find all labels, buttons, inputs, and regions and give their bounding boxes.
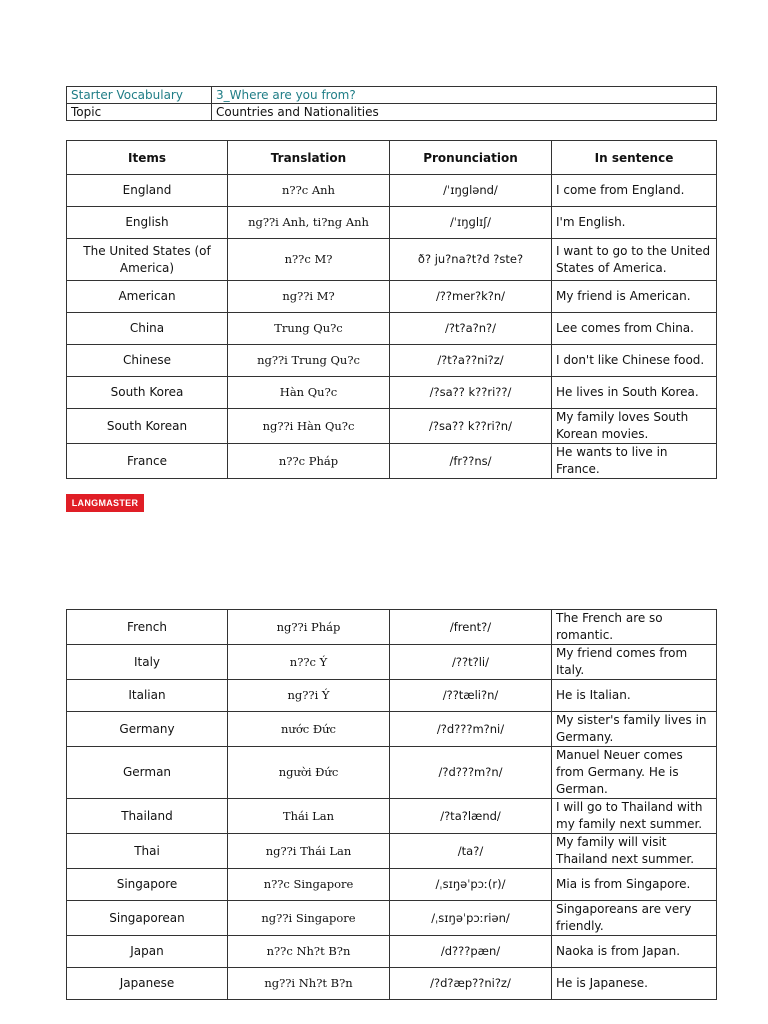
cell-item: French: [67, 610, 228, 645]
table-row: [67, 239, 717, 281]
cell-sentence: I come from England.: [552, 175, 717, 207]
cell-item: Germany: [67, 712, 228, 747]
cell-translation: n??c Pháp: [228, 444, 390, 479]
cell-translation: Trung Qu?c: [228, 313, 390, 345]
cell-translation: n??c Anh: [228, 175, 390, 207]
cell-translation: ng??i Anh, ti?ng Anh: [228, 207, 390, 239]
cell-item: Singapore: [67, 869, 228, 901]
cell-pronunciation: /?sa?? k??ri??/: [390, 377, 552, 409]
table-row: [67, 313, 717, 345]
cell-sentence: He lives in South Korea.: [552, 377, 717, 409]
cell-item: Thai: [67, 834, 228, 869]
table-row: [67, 712, 717, 747]
cell-item: English: [67, 207, 228, 239]
cell-translation: n??c M?: [228, 239, 390, 281]
topic-label: Topic: [67, 104, 212, 121]
column-header-items: Items: [67, 141, 228, 175]
cell-sentence: I don't like Chinese food.: [552, 345, 717, 377]
cell-sentence: My family loves South Korean movies.: [552, 409, 717, 444]
cell-item: South Korea: [67, 377, 228, 409]
table-header-row: [67, 141, 717, 175]
header-table: [66, 86, 717, 121]
cell-sentence: I'm English.: [552, 207, 717, 239]
cell-item: German: [67, 747, 228, 799]
cell-sentence: Naoka is from Japan.: [552, 936, 717, 968]
cell-translation: ng??i Pháp: [228, 610, 390, 645]
cell-sentence: Mia is from Singapore.: [552, 869, 717, 901]
cell-translation: nước Đức: [228, 712, 390, 747]
table-row: [67, 377, 717, 409]
cell-translation: ng??i Thái Lan: [228, 834, 390, 869]
cell-pronunciation: /d???pæn/: [390, 936, 552, 968]
cell-pronunciation: /??tæli?n/: [390, 680, 552, 712]
cell-pronunciation: /?d???m?n/: [390, 747, 552, 799]
header-row-starter: [67, 87, 717, 104]
cell-item: Italian: [67, 680, 228, 712]
cell-item: Japanese: [67, 968, 228, 1000]
cell-sentence: He is Japanese.: [552, 968, 717, 1000]
cell-sentence: Singaporeans are very friendly.: [552, 901, 717, 936]
column-header-in-sentence: In sentence: [552, 141, 717, 175]
cell-sentence: He is Italian.: [552, 680, 717, 712]
table1-body: [67, 175, 717, 479]
cell-pronunciation: /?d?æp??ni?z/: [390, 968, 552, 1000]
cell-translation: người Đức: [228, 747, 390, 799]
cell-pronunciation: /??mer?k?n/: [390, 281, 552, 313]
langmaster-logo: LANGMASTER: [66, 494, 144, 512]
cell-pronunciation: /frent?/: [390, 610, 552, 645]
cell-pronunciation: /fr??ns/: [390, 444, 552, 479]
table-row: [67, 680, 717, 712]
cell-sentence: My family will visit Thailand next summer.: [552, 834, 717, 869]
cell-translation: ng??i Trung Qu?c: [228, 345, 390, 377]
cell-translation: ng??i Ý: [228, 680, 390, 712]
column-header-pronunciation: Pronunciation: [390, 141, 552, 175]
vocabulary-table-2: [66, 609, 717, 1000]
cell-sentence: He wants to live in France.: [552, 444, 717, 479]
vocabulary-table-1: [66, 140, 717, 479]
cell-item: Thailand: [67, 799, 228, 834]
table-row: [67, 444, 717, 479]
cell-translation: ng??i Nh?t B?n: [228, 968, 390, 1000]
cell-item: China: [67, 313, 228, 345]
table2-body: [67, 610, 717, 1000]
table-row: [67, 901, 717, 936]
cell-pronunciation: /?t?a??ni?z/: [390, 345, 552, 377]
cell-item: Japan: [67, 936, 228, 968]
lesson-title: 3_Where are you from?: [212, 87, 717, 104]
cell-item: England: [67, 175, 228, 207]
cell-sentence: Manuel Neuer comes from Germany. He is German.: [552, 747, 717, 799]
cell-item: Italy: [67, 645, 228, 680]
table-row: [67, 968, 717, 1000]
topic-value: Countries and Nationalities: [212, 104, 717, 121]
cell-sentence: My friend comes from Italy.: [552, 645, 717, 680]
table-row: [67, 345, 717, 377]
column-header-translation: Translation: [228, 141, 390, 175]
cell-sentence: Lee comes from China.: [552, 313, 717, 345]
cell-translation: n??c Ý: [228, 645, 390, 680]
table-row: [67, 869, 717, 901]
cell-item: South Korean: [67, 409, 228, 444]
cell-item: France: [67, 444, 228, 479]
starter-vocabulary-label: Starter Vocabulary: [67, 87, 212, 104]
cell-item: Singaporean: [67, 901, 228, 936]
cell-sentence: My friend is American.: [552, 281, 717, 313]
cell-translation: Thái Lan: [228, 799, 390, 834]
header-row-topic: [67, 104, 717, 121]
table-row: [67, 175, 717, 207]
table-row: [67, 610, 717, 645]
cell-pronunciation: /ta?/: [390, 834, 552, 869]
table-row: [67, 799, 717, 834]
table-row: [67, 409, 717, 444]
cell-sentence: I want to go to the United States of America.: [552, 239, 717, 281]
cell-item: American: [67, 281, 228, 313]
cell-translation: n??c Singapore: [228, 869, 390, 901]
cell-pronunciation: /?sa?? k??ri?n/: [390, 409, 552, 444]
table-row: [67, 747, 717, 799]
cell-pronunciation: /ˌsɪŋəˈpɔː(r)/: [390, 869, 552, 901]
table-row: [67, 936, 717, 968]
cell-sentence: My sister's family lives in Germany.: [552, 712, 717, 747]
cell-pronunciation: /?d???m?ni/: [390, 712, 552, 747]
cell-pronunciation: /ˌsɪŋəˈpɔːriən/: [390, 901, 552, 936]
cell-translation: n??c Nh?t B?n: [228, 936, 390, 968]
cell-translation: ng??i Hàn Qu?c: [228, 409, 390, 444]
cell-translation: ng??i Singapore: [228, 901, 390, 936]
table-row: [67, 645, 717, 680]
cell-pronunciation: /ˈɪŋɡlɪʃ/: [390, 207, 552, 239]
cell-pronunciation: /?t?a?n?/: [390, 313, 552, 345]
cell-translation: Hàn Qu?c: [228, 377, 390, 409]
table-row: [67, 207, 717, 239]
cell-pronunciation: /?ta?lænd/: [390, 799, 552, 834]
table-row: [67, 281, 717, 313]
table-row: [67, 834, 717, 869]
cell-pronunciation: /??t?li/: [390, 645, 552, 680]
cell-translation: ng??i M?: [228, 281, 390, 313]
cell-sentence: I will go to Thailand with my family next summer.: [552, 799, 717, 834]
cell-sentence: The French are so romantic.: [552, 610, 717, 645]
cell-item: Chinese: [67, 345, 228, 377]
cell-item: The United States (of America): [67, 239, 228, 281]
cell-pronunciation: /ˈɪŋɡlənd/: [390, 175, 552, 207]
cell-pronunciation: ð? ju?na?t?d ?ste?: [390, 239, 552, 281]
